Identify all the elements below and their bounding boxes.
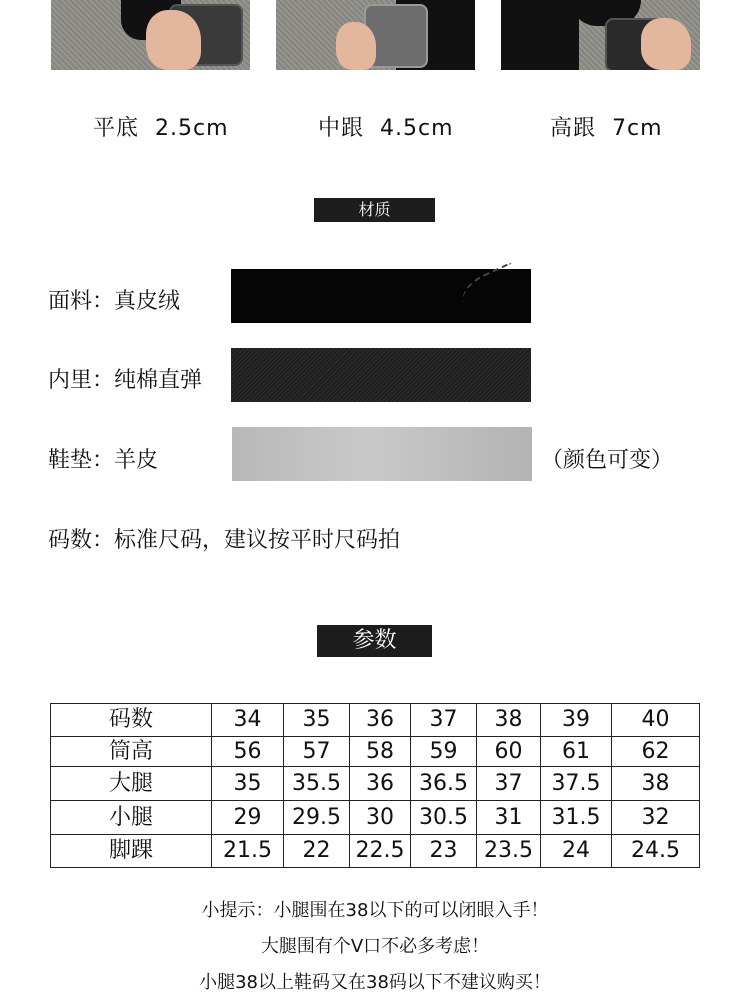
table-cell: 35 — [284, 704, 350, 737]
table-cell: 23.5 — [477, 835, 541, 868]
heel-label-flat — [77, 86, 229, 142]
stitch-line — [456, 262, 526, 320]
insole-swatch — [232, 427, 532, 481]
row-header-shaft-height: 筒高 — [51, 737, 212, 767]
heel-photo-flat — [51, 0, 250, 70]
table-row — [51, 737, 700, 767]
table-cell: 30 — [350, 801, 411, 835]
row-header-ankle: 脚踝 — [51, 835, 212, 868]
row-header-thigh: 大腿 — [51, 767, 212, 801]
heel-height: 2.5cm — [155, 116, 229, 141]
table-row — [51, 704, 700, 737]
table-cell: 21.5 — [212, 835, 284, 868]
material-section-title: 材质 — [314, 198, 435, 222]
table-cell: 35 — [212, 767, 284, 801]
heel-photo-high — [501, 0, 700, 70]
table-cell: 23 — [411, 835, 477, 868]
table-row — [51, 767, 700, 801]
table-cell: 24 — [541, 835, 612, 868]
table-cell: 31 — [477, 801, 541, 835]
table-cell: 61 — [541, 737, 612, 767]
table-cell: 60 — [477, 737, 541, 767]
table-cell: 37 — [477, 767, 541, 801]
heel-label-high — [534, 86, 663, 142]
lining-label: 内里：纯棉直弹 — [48, 368, 203, 393]
heel-photo-mid — [276, 0, 475, 70]
table-cell: 36 — [350, 767, 411, 801]
size-note: 码数：标准尺码，建议按平时尺码拍 — [48, 528, 401, 553]
insole-label: 鞋垫：羊皮 — [48, 448, 159, 473]
size-parameter-table — [50, 703, 700, 868]
table-cell: 32 — [612, 801, 700, 835]
table-cell: 38 — [612, 767, 700, 801]
table-cell: 22.5 — [350, 835, 411, 868]
table-cell: 29 — [212, 801, 284, 835]
table-cell: 39 — [541, 704, 612, 737]
table-cell: 36.5 — [411, 767, 477, 801]
heel-height: 4.5cm — [380, 116, 454, 141]
heel-height: 7cm — [612, 116, 663, 141]
table-cell: 58 — [350, 737, 411, 767]
lining-swatch — [231, 348, 531, 402]
row-header-calf: 小腿 — [51, 801, 212, 835]
tip-line: 小腿38以上鞋码又在38码以下不建议购买！ — [199, 972, 551, 993]
table-cell: 31.5 — [541, 801, 612, 835]
table-cell: 37.5 — [541, 767, 612, 801]
table-row — [51, 835, 700, 868]
tip-line: 大腿围有个V口不必多考虑！ — [260, 936, 490, 957]
table-cell: 37 — [411, 704, 477, 737]
table-row — [51, 801, 700, 835]
fabric-swatch — [231, 269, 531, 323]
fabric-label: 面料：真皮绒 — [48, 289, 181, 314]
table-cell: 24.5 — [612, 835, 700, 868]
params-section-title: 参数 — [317, 625, 432, 657]
table-cell: 56 — [212, 737, 284, 767]
heel-name: 平底 — [93, 116, 140, 141]
insole-color-note: （颜色可变） — [541, 448, 674, 473]
table-cell: 34 — [212, 704, 284, 737]
table-cell: 35.5 — [284, 767, 350, 801]
table-cell: 22 — [284, 835, 350, 868]
tip-line: 小提示：小腿围在38以下的可以闭眼入手！ — [201, 900, 549, 921]
table-cell: 30.5 — [411, 801, 477, 835]
heel-name: 中跟 — [318, 116, 365, 141]
table-cell: 57 — [284, 737, 350, 767]
heel-label-mid — [302, 86, 454, 142]
table-cell: 59 — [411, 737, 477, 767]
table-cell: 38 — [477, 704, 541, 737]
row-header-size: 码数 — [51, 704, 212, 737]
table-cell: 29.5 — [284, 801, 350, 835]
table-cell: 62 — [612, 737, 700, 767]
heel-name: 高跟 — [550, 116, 597, 141]
table-cell: 36 — [350, 704, 411, 737]
table-cell: 40 — [612, 704, 700, 737]
